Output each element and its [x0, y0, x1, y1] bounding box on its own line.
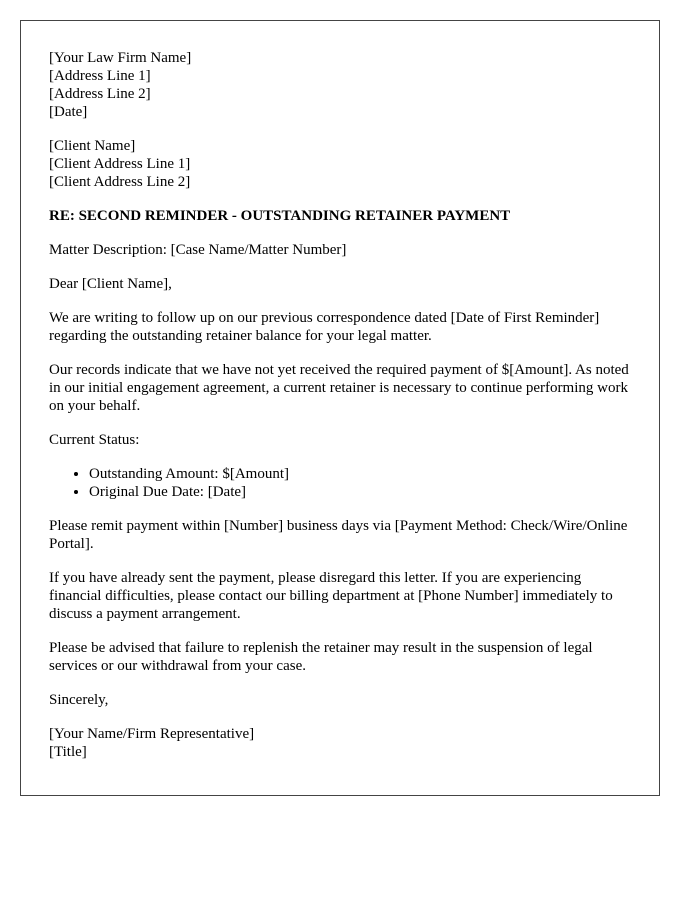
status-item-due-date: • Original Due Date: [Date]	[89, 483, 631, 501]
status-list	[49, 465, 631, 501]
sender-address-block	[49, 49, 631, 121]
body-paragraph-payment-required: Our records indicate that we have not yet received the required payment of $[Amount]. As noted in our initial engagement agreement, a current retainer is necessary to continue performing work on your behalf.	[49, 362, 629, 414]
body-paragraph-warning: Please be advised that failure to replenish the retainer may result in the suspension of legal services or our withdrawal from your case.	[49, 640, 593, 674]
sender-firm-name: [Your Law Firm Name]	[49, 50, 192, 66]
signatory-title: [Title]	[49, 744, 87, 760]
status-item-outstanding-amount: • Outstanding Amount: $[Amount]	[89, 465, 631, 483]
letter-date: [Date]	[49, 104, 88, 120]
signature-block	[49, 725, 631, 761]
sender-address-line-2: [Address Line 2]	[49, 86, 151, 102]
recipient-address-line-2: [Client Address Line 2]	[49, 174, 191, 190]
letter-page	[20, 20, 660, 796]
body-paragraph-already-paid: If you have already sent the payment, please disregard this letter. If you are experiencing financial difficulties, please contact our billing department at [Phone Number] immediately to discuss a payment arrangement.	[49, 570, 613, 622]
recipient-address-block	[49, 137, 631, 191]
matter-description: Matter Description: [Case Name/Matter Number]	[49, 242, 347, 258]
recipient-address-line-1: [Client Address Line 1]	[49, 156, 191, 172]
salutation: Dear [Client Name],	[49, 276, 172, 292]
spacer	[49, 121, 631, 137]
body-paragraph-follow-up: We are writing to follow up on our previous correspondence dated [Date of First Reminder] regarding the outstanding retainer balance for your legal matter.	[49, 310, 600, 344]
body-paragraph-remit-instructions: Please remit payment within [Number] business days via [Payment Method: Check/Wire/Online Portal].	[49, 518, 628, 552]
subject-line: RE: SECOND REMINDER - OUTSTANDING RETAINER PAYMENT	[49, 208, 511, 224]
recipient-name: [Client Name]	[49, 138, 136, 154]
signatory-name: [Your Name/Firm Representative]	[49, 726, 255, 742]
spacer	[49, 191, 631, 207]
sender-address-line-1: [Address Line 1]	[49, 68, 151, 84]
status-heading: Current Status:	[49, 432, 140, 448]
closing-sign-off: Sincerely,	[49, 692, 109, 708]
